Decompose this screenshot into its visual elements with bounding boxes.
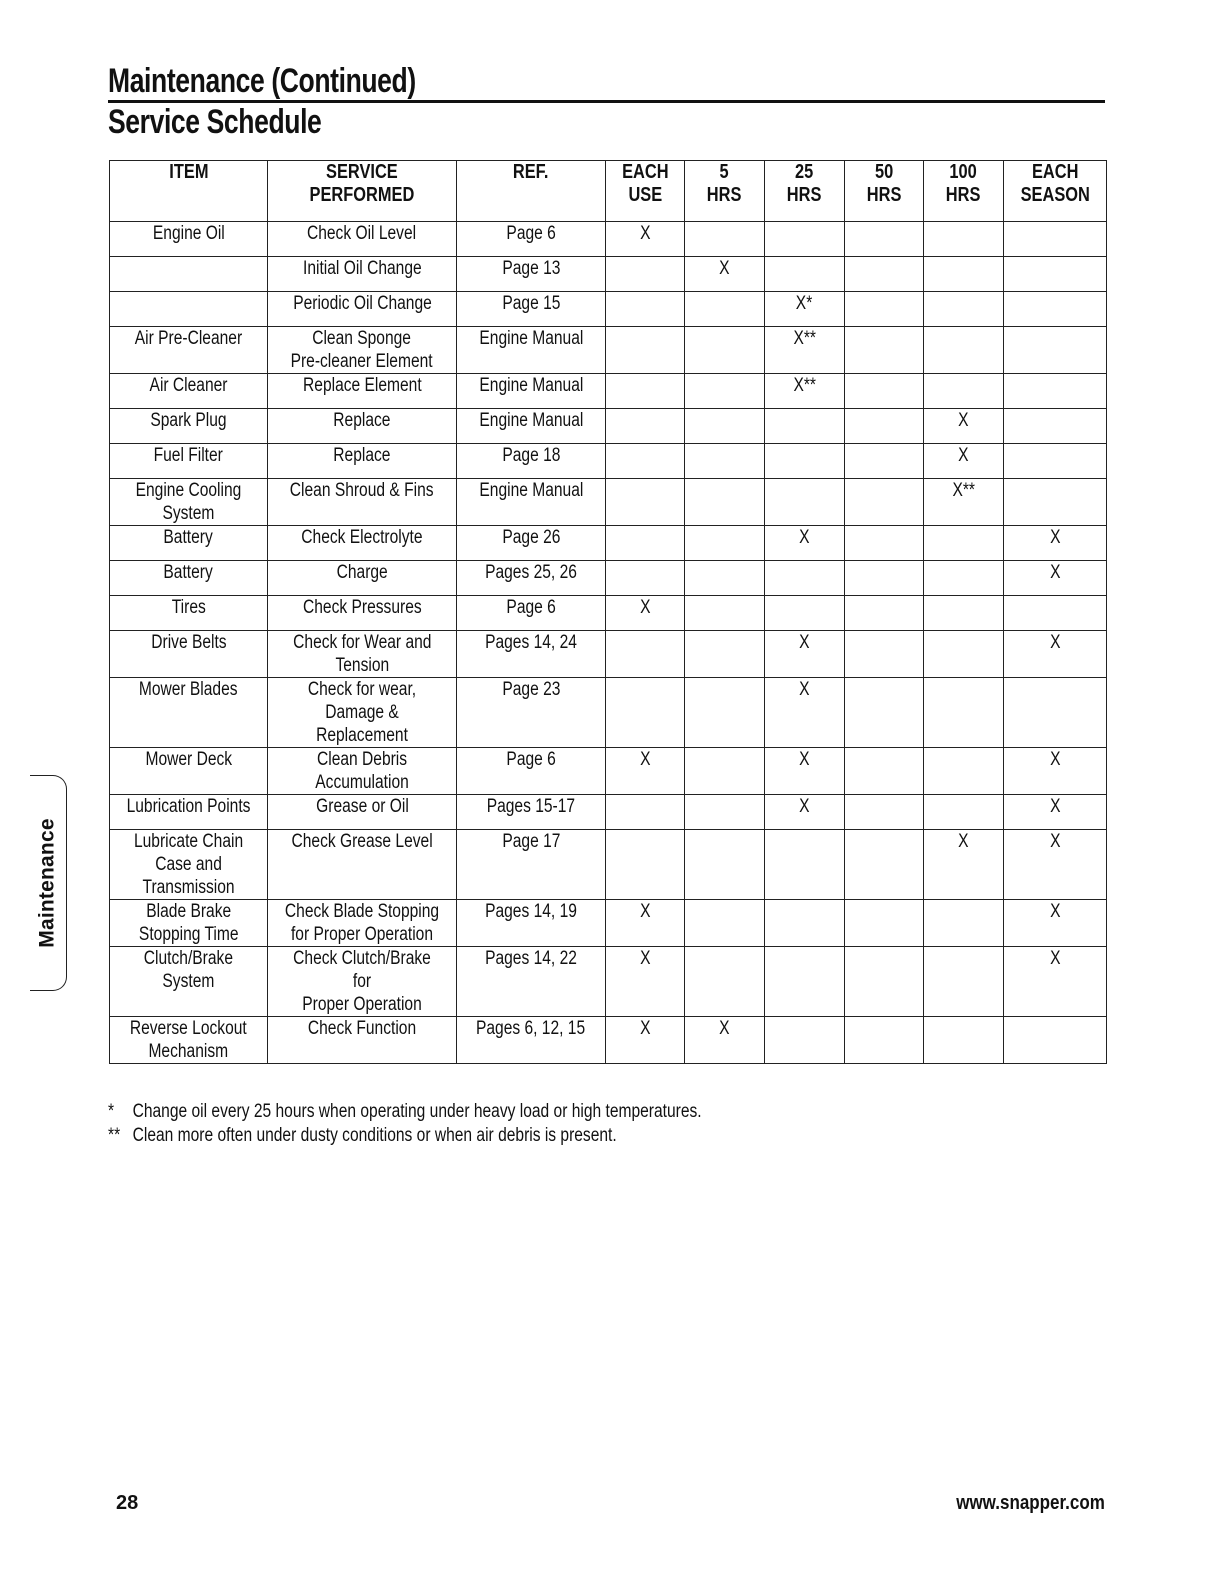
- interval-25-hrs-cell: X**: [765, 374, 845, 409]
- ref-cell: Pages 14, 24: [457, 631, 606, 678]
- item-cell: Fuel Filter: [110, 444, 268, 479]
- footnote: [108, 1124, 702, 1148]
- interval-each-use-cell: [606, 678, 685, 748]
- table-row: [110, 561, 1107, 596]
- table-row: [110, 830, 1107, 900]
- column-header-service: SERVICE PERFORMED: [268, 161, 457, 222]
- ref-cell: Engine Manual: [457, 327, 606, 374]
- interval-50-hrs-cell: [845, 900, 924, 947]
- interval-25-hrs-cell: X*: [765, 292, 845, 327]
- interval-each-use-cell: X: [606, 222, 685, 257]
- table-row: [110, 444, 1107, 479]
- interval-each-use-cell: [606, 444, 685, 479]
- column-header-ref: REF.: [457, 161, 606, 222]
- interval-each-use-cell: [606, 526, 685, 561]
- item-cell: Air Pre-Cleaner: [110, 327, 268, 374]
- table-row: [110, 900, 1107, 947]
- interval-5-hrs-cell: [685, 409, 765, 444]
- column-header-item: ITEM: [110, 161, 268, 222]
- interval-25-hrs-cell: X: [765, 795, 845, 830]
- interval-50-hrs-cell: [845, 1017, 924, 1064]
- interval-each-season-cell: X: [1004, 795, 1107, 830]
- service-cell: Check Pressures: [268, 596, 457, 631]
- ref-cell: Page 23: [457, 678, 606, 748]
- interval-5-hrs-cell: [685, 631, 765, 678]
- interval-50-hrs-cell: [845, 374, 924, 409]
- ref-cell: Page 6: [457, 596, 606, 631]
- ref-cell: Page 6: [457, 222, 606, 257]
- item-cell: [110, 257, 268, 292]
- interval-25-hrs-cell: [765, 947, 845, 1017]
- interval-5-hrs-cell: [685, 526, 765, 561]
- interval-100-hrs-cell: [924, 947, 1004, 1017]
- table-row: [110, 374, 1107, 409]
- interval-5-hrs-cell: [685, 830, 765, 900]
- table-header-row: [110, 161, 1107, 222]
- table-row: [110, 327, 1107, 374]
- interval-100-hrs-cell: X: [924, 409, 1004, 444]
- interval-50-hrs-cell: [845, 631, 924, 678]
- interval-25-hrs-cell: [765, 409, 845, 444]
- ref-cell: Pages 6, 12, 15: [457, 1017, 606, 1064]
- item-cell: Battery: [110, 526, 268, 561]
- interval-each-use-cell: [606, 631, 685, 678]
- table-body: [110, 222, 1107, 1064]
- item-cell: Engine Oil: [110, 222, 268, 257]
- interval-100-hrs-cell: [924, 292, 1004, 327]
- interval-each-season-cell: X: [1004, 900, 1107, 947]
- interval-50-hrs-cell: [845, 222, 924, 257]
- interval-50-hrs-cell: [845, 526, 924, 561]
- interval-each-season-cell: X: [1004, 830, 1107, 900]
- service-cell: Clean Sponge Pre-cleaner Element: [268, 327, 457, 374]
- interval-50-hrs-cell: [845, 327, 924, 374]
- ref-cell: Pages 14, 19: [457, 900, 606, 947]
- service-cell: Clean Shroud & Fins: [268, 479, 457, 526]
- interval-each-season-cell: [1004, 444, 1107, 479]
- interval-25-hrs-cell: [765, 596, 845, 631]
- interval-100-hrs-cell: [924, 748, 1004, 795]
- interval-each-use-cell: [606, 479, 685, 526]
- interval-100-hrs-cell: X: [924, 830, 1004, 900]
- item-cell: Mower Deck: [110, 748, 268, 795]
- interval-each-season-cell: X: [1004, 631, 1107, 678]
- column-header-each-use: EACH USE: [606, 161, 685, 222]
- item-cell: Drive Belts: [110, 631, 268, 678]
- interval-5-hrs-cell: [685, 947, 765, 1017]
- footnote-symbol: **: [108, 1125, 121, 1146]
- service-cell: Clean Debris Accumulation: [268, 748, 457, 795]
- footnote: [108, 1100, 702, 1124]
- interval-each-use-cell: X: [606, 900, 685, 947]
- item-cell: Reverse Lockout Mechanism: [110, 1017, 268, 1064]
- table-row: [110, 678, 1107, 748]
- interval-5-hrs-cell: X: [685, 257, 765, 292]
- item-cell: Battery: [110, 561, 268, 596]
- interval-25-hrs-cell: X: [765, 631, 845, 678]
- service-schedule-table: [109, 160, 1107, 1064]
- interval-100-hrs-cell: [924, 257, 1004, 292]
- interval-each-season-cell: X: [1004, 526, 1107, 561]
- interval-5-hrs-cell: X: [685, 1017, 765, 1064]
- service-cell: Replace: [268, 409, 457, 444]
- column-header-50-hrs: 50 HRS: [845, 161, 924, 222]
- interval-25-hrs-cell: X: [765, 526, 845, 561]
- table-row: [110, 795, 1107, 830]
- service-cell: Initial Oil Change: [268, 257, 457, 292]
- item-cell: Blade Brake Stopping Time: [110, 900, 268, 947]
- interval-25-hrs-cell: X: [765, 748, 845, 795]
- interval-25-hrs-cell: [765, 444, 845, 479]
- footnotes: [108, 1100, 832, 1148]
- ref-cell: Page 6: [457, 748, 606, 795]
- interval-100-hrs-cell: X**: [924, 479, 1004, 526]
- interval-each-use-cell: [606, 257, 685, 292]
- service-cell: Charge: [268, 561, 457, 596]
- interval-each-season-cell: [1004, 678, 1107, 748]
- table-row: [110, 526, 1107, 561]
- interval-each-use-cell: [606, 561, 685, 596]
- service-cell: Check for Wear and Tension: [268, 631, 457, 678]
- table-row: [110, 947, 1107, 1017]
- interval-50-hrs-cell: [845, 678, 924, 748]
- interval-5-hrs-cell: [685, 292, 765, 327]
- item-cell: Spark Plug: [110, 409, 268, 444]
- ref-cell: Page 17: [457, 830, 606, 900]
- interval-50-hrs-cell: [845, 748, 924, 795]
- interval-50-hrs-cell: [845, 830, 924, 900]
- table-row: [110, 292, 1107, 327]
- service-cell: Replace Element: [268, 374, 457, 409]
- interval-each-season-cell: [1004, 222, 1107, 257]
- table-row: [110, 409, 1107, 444]
- interval-each-season-cell: [1004, 374, 1107, 409]
- interval-100-hrs-cell: [924, 900, 1004, 947]
- footnote-text: Clean more often under dusty conditions or when air debris is present.: [132, 1125, 617, 1146]
- interval-5-hrs-cell: [685, 596, 765, 631]
- footnote-symbol: *: [108, 1101, 115, 1122]
- footer-url: www.snapper.com: [956, 1492, 1105, 1514]
- interval-100-hrs-cell: [924, 631, 1004, 678]
- interval-each-use-cell: [606, 292, 685, 327]
- interval-each-season-cell: X: [1004, 947, 1107, 1017]
- page-title: Maintenance (Continued): [108, 62, 416, 100]
- interval-50-hrs-cell: [845, 561, 924, 596]
- item-cell: Air Cleaner: [110, 374, 268, 409]
- item-cell: Tires: [110, 596, 268, 631]
- item-cell: [110, 292, 268, 327]
- page-header: [108, 62, 1105, 141]
- item-cell: Lubricate Chain Case and Transmission: [110, 830, 268, 900]
- interval-25-hrs-cell: [765, 222, 845, 257]
- interval-25-hrs-cell: X: [765, 678, 845, 748]
- interval-each-season-cell: X: [1004, 748, 1107, 795]
- interval-25-hrs-cell: [765, 900, 845, 947]
- ref-cell: Page 26: [457, 526, 606, 561]
- interval-5-hrs-cell: [685, 222, 765, 257]
- interval-each-use-cell: X: [606, 1017, 685, 1064]
- interval-5-hrs-cell: [685, 444, 765, 479]
- interval-5-hrs-cell: [685, 900, 765, 947]
- ref-cell: Page 15: [457, 292, 606, 327]
- interval-50-hrs-cell: [845, 479, 924, 526]
- interval-100-hrs-cell: [924, 561, 1004, 596]
- interval-100-hrs-cell: [924, 795, 1004, 830]
- interval-each-use-cell: [606, 830, 685, 900]
- column-header-100-hrs: 100 HRS: [924, 161, 1004, 222]
- interval-100-hrs-cell: [924, 1017, 1004, 1064]
- section-side-tab: [30, 775, 67, 991]
- service-cell: Periodic Oil Change: [268, 292, 457, 327]
- interval-each-use-cell: X: [606, 748, 685, 795]
- interval-50-hrs-cell: [845, 947, 924, 1017]
- service-cell: Check Clutch/Brake for Proper Operation: [268, 947, 457, 1017]
- interval-each-use-cell: [606, 327, 685, 374]
- service-cell: Check Function: [268, 1017, 457, 1064]
- interval-50-hrs-cell: [845, 444, 924, 479]
- interval-50-hrs-cell: [845, 795, 924, 830]
- ref-cell: Page 18: [457, 444, 606, 479]
- interval-25-hrs-cell: [765, 257, 845, 292]
- interval-5-hrs-cell: [685, 479, 765, 526]
- interval-25-hrs-cell: [765, 561, 845, 596]
- interval-100-hrs-cell: [924, 678, 1004, 748]
- service-cell: Check Oil Level: [268, 222, 457, 257]
- interval-25-hrs-cell: [765, 830, 845, 900]
- item-cell: Mower Blades: [110, 678, 268, 748]
- column-header-5-hrs: 5 HRS: [685, 161, 765, 222]
- interval-each-use-cell: [606, 409, 685, 444]
- item-cell: Lubrication Points: [110, 795, 268, 830]
- table-row: [110, 479, 1107, 526]
- interval-each-use-cell: [606, 374, 685, 409]
- interval-each-season-cell: [1004, 409, 1107, 444]
- interval-50-hrs-cell: [845, 409, 924, 444]
- interval-5-hrs-cell: [685, 678, 765, 748]
- interval-each-use-cell: X: [606, 947, 685, 1017]
- interval-100-hrs-cell: [924, 374, 1004, 409]
- service-cell: Check Grease Level: [268, 830, 457, 900]
- interval-25-hrs-cell: [765, 479, 845, 526]
- interval-100-hrs-cell: [924, 327, 1004, 374]
- table-row: [110, 222, 1107, 257]
- ref-cell: Pages 14, 22: [457, 947, 606, 1017]
- column-header-25-hrs: 25 HRS: [765, 161, 845, 222]
- interval-each-use-cell: X: [606, 596, 685, 631]
- interval-100-hrs-cell: X: [924, 444, 1004, 479]
- interval-each-season-cell: [1004, 327, 1107, 374]
- item-cell: Engine Cooling System: [110, 479, 268, 526]
- interval-25-hrs-cell: X**: [765, 327, 845, 374]
- interval-each-season-cell: X: [1004, 561, 1107, 596]
- table-row: [110, 748, 1107, 795]
- interval-5-hrs-cell: [685, 795, 765, 830]
- side-tab-label: Maintenance: [36, 818, 59, 948]
- interval-50-hrs-cell: [845, 257, 924, 292]
- interval-5-hrs-cell: [685, 327, 765, 374]
- page-subtitle: Service Schedule: [108, 103, 322, 141]
- footnote-text: Change oil every 25 hours when operating under heavy load or high temperatures.: [132, 1101, 702, 1122]
- interval-50-hrs-cell: [845, 596, 924, 631]
- ref-cell: Pages 25, 26: [457, 561, 606, 596]
- interval-5-hrs-cell: [685, 561, 765, 596]
- page-number: 28: [116, 1492, 139, 1514]
- service-cell: Check Electrolyte: [268, 526, 457, 561]
- interval-each-season-cell: [1004, 257, 1107, 292]
- interval-each-season-cell: [1004, 596, 1107, 631]
- table-row: [110, 1017, 1107, 1064]
- table-row: [110, 631, 1107, 678]
- interval-100-hrs-cell: [924, 222, 1004, 257]
- interval-100-hrs-cell: [924, 596, 1004, 631]
- interval-50-hrs-cell: [845, 292, 924, 327]
- interval-each-season-cell: [1004, 292, 1107, 327]
- column-header-each-season: EACH SEASON: [1004, 161, 1107, 222]
- interval-5-hrs-cell: [685, 374, 765, 409]
- interval-each-use-cell: [606, 795, 685, 830]
- table-row: [110, 596, 1107, 631]
- service-cell: Replace: [268, 444, 457, 479]
- ref-cell: Engine Manual: [457, 409, 606, 444]
- ref-cell: Engine Manual: [457, 479, 606, 526]
- ref-cell: Pages 15-17: [457, 795, 606, 830]
- item-cell: Clutch/Brake System: [110, 947, 268, 1017]
- service-cell: Check for wear, Damage & Replacement: [268, 678, 457, 748]
- service-cell: Grease or Oil: [268, 795, 457, 830]
- interval-each-season-cell: [1004, 479, 1107, 526]
- ref-cell: Engine Manual: [457, 374, 606, 409]
- interval-each-season-cell: [1004, 1017, 1107, 1064]
- interval-25-hrs-cell: [765, 1017, 845, 1064]
- interval-5-hrs-cell: [685, 748, 765, 795]
- interval-100-hrs-cell: [924, 526, 1004, 561]
- ref-cell: Page 13: [457, 257, 606, 292]
- service-cell: Check Blade Stopping for Proper Operation: [268, 900, 457, 947]
- table-row: [110, 257, 1107, 292]
